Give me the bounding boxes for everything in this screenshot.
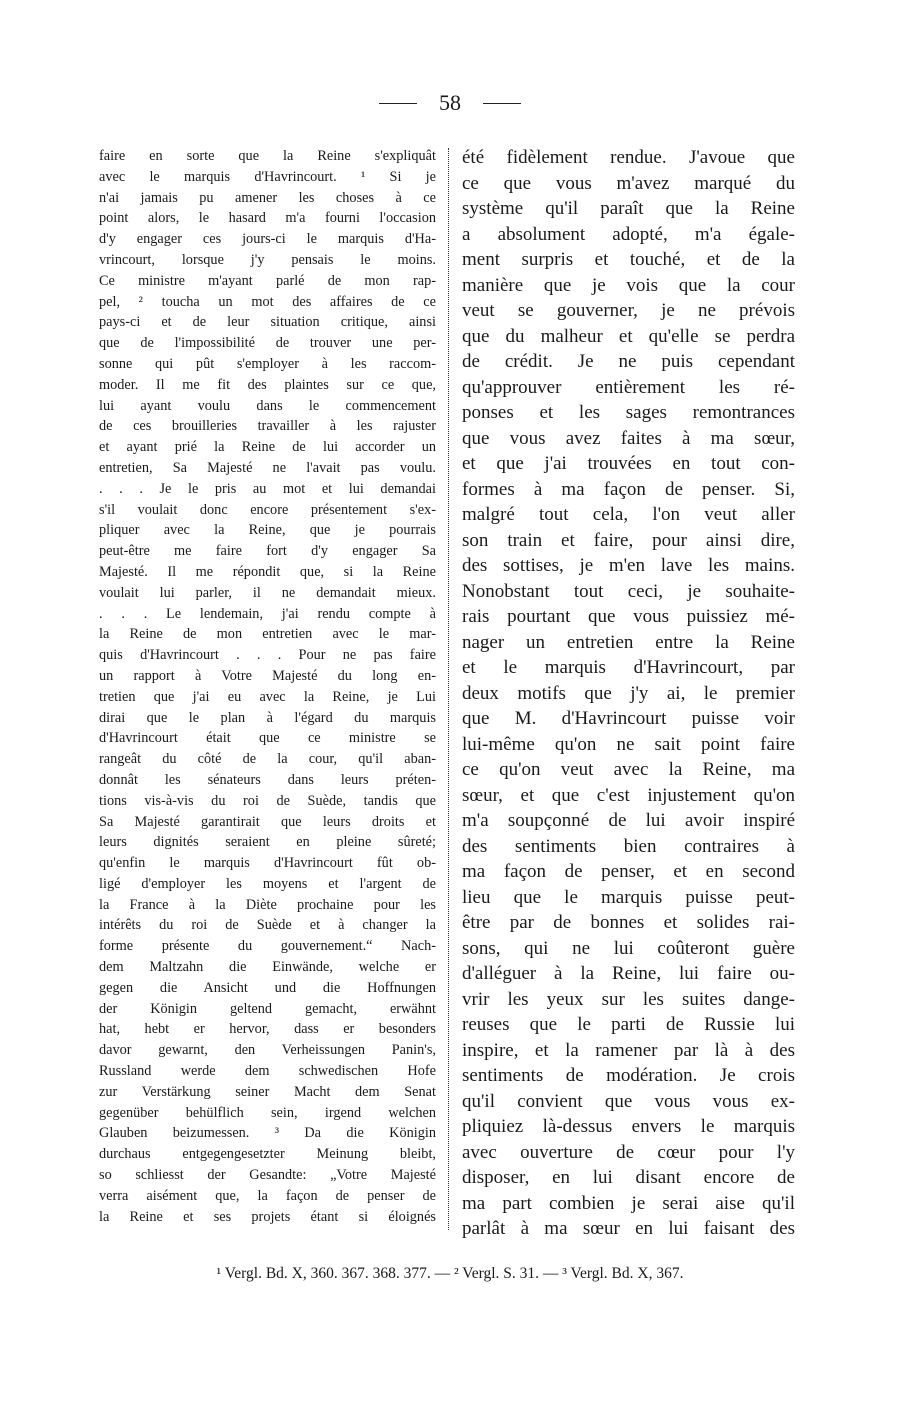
text-line: Majesté. Il me répondit que, si la Reine [99,563,436,580]
text-line: point alors, le hasard m'a fourni l'occasion [99,210,436,227]
text-line: reuses que le parti de Russie lui [462,1014,795,1035]
left-column [99,146,436,1227]
text-line: s'il voulait donc encore présentement s'ex- [99,501,436,518]
text-line: sonne qui pût s'employer à les raccom- [99,355,436,372]
text-line: nager un entretien entre la Reine [462,631,795,653]
text-line: être par de bonnes et solides rai- [462,912,795,933]
page-header [0,92,900,114]
text-line: zur Verstärkung seiner Macht dem Senat [99,1083,436,1100]
text-line: ment surpris et touché, et de la [462,249,795,270]
text-line: . . . Le lendemain, j'ai rendu compte à [99,605,436,622]
text-line: pliquer avec la Reine, que je pourrais [99,522,436,539]
text-line: pays-ci et de leur situation critique, ainsi [99,314,436,331]
text-line: malgré tout cela, l'on veut aller [462,504,795,525]
text-line: qu'approuver entièrement les ré- [462,376,795,398]
text-line: pel, ² toucha un mot des affaires de ce [99,293,436,310]
text-line: d'y engager ces jours-ci le marquis d'Ha- [99,231,436,248]
text-line: Nonobstant tout ceci, je souhaite- [462,580,795,602]
text-line: ce que vous m'avez marqué du [462,172,795,194]
text-line: tretien que j'ai eu avec la Reine, je Lui [99,688,436,705]
text-line: Glauben beizumessen. ³ Da die Königin [99,1125,436,1142]
text-line: . . . Je le pris au mot et lui demandai [99,480,436,497]
text-line: pliquiez là-dessus envers le marquis [462,1116,795,1137]
text-line: donnât les sénateurs dans leurs préten- [99,771,436,788]
text-line: que de l'impossibilité de trouver une per- [99,335,436,352]
text-line: lieu que le marquis puisse peut- [462,886,795,908]
text-line: inspire, et la ramener par là à des [462,1039,795,1061]
text-line: sentiments de modération. Je crois [462,1065,795,1086]
text-line: et le marquis d'Havrincourt, par [462,657,795,678]
text-line: ma part combien je serai aise qu'il [462,1192,795,1214]
text-line: qu'enfin le marquis d'Havrincourt fût ob- [99,855,436,872]
text-line: rais pourtant que vous puissiez mé- [462,606,795,627]
text-line: veut se gouverner, je ne prévois [462,300,795,321]
text-line: dem Maltzahn die Einwände, welche er [99,959,436,976]
footnotes: ¹ Vergl. Bd. X, 360. 367. 368. 377. — ² Vergl. S. 31. — ³ Vergl. Bd. X, 367. [216,1265,684,1282]
text-line: manière que je vois que la cour [462,274,795,296]
text-line: qu'il convient que vous vous ex- [462,1090,795,1112]
text-line: m'a soupçonné de lui avoir inspiré [462,810,795,831]
text-line: voulait lui parler, il ne demandait mieux. [99,584,436,601]
text-line: ligé d'employer les moyens et l'argent de [99,875,436,892]
text-line: la France à la Diète prochaine pour les [99,896,436,913]
header-dash-right [483,103,521,104]
text-line: que M. d'Havrincourt puisse voir [462,708,795,729]
text-line: leurs dignités seraient en pleine sûreté; [99,834,436,851]
text-line: intérêts du roi de Suède et à changer la [99,917,436,934]
text-line: lui-même qu'on ne sait point faire [462,733,795,755]
text-line: parlât à ma sœur en lui faisant des [462,1218,795,1239]
text-line: faire en sorte que la Reine s'expliquât [99,148,436,164]
column-separator [448,148,449,1230]
page-number: 58 [439,90,461,115]
text-line: d'Havrincourt était que ce ministre se [99,730,436,747]
text-line: deux motifs que j'y ai, le premier [462,682,795,704]
text-line: d'alléguer à la Reine, lui faire ou- [462,963,795,984]
text-line: des sentiments bien contraires à [462,835,795,857]
text-line: sœur, et que c'est injustement qu'on [462,784,795,806]
text-line: verra aisément que, la façon de penser de [99,1187,436,1204]
text-line: tions vis-à-vis du roi de Suède, tandis que [99,792,436,809]
text-line: Sa Majesté garantirait que leurs droits et [99,813,436,830]
text-line: vrir les yeux sur les suites dange- [462,988,795,1010]
text-line: moder. Il me fit des plaintes sur ce que, [99,376,436,393]
text-line: que du malheur et qu'elle se perdra [462,325,795,347]
text-line: hat, hebt er hervor, dass er besonders [99,1021,436,1038]
text-line: et que j'ai trouvées en tout con- [462,453,795,474]
text-line: ce qu'on veut avec la Reine, ma [462,759,795,780]
text-line: n'ai jamais pu amener les choses à ce [99,189,436,206]
text-line: Ce ministre m'ayant parlé de mon rap- [99,272,436,289]
text-line: système qu'il paraît que la Reine [462,198,795,219]
text-line: formes à ma façon de penser. Si, [462,478,795,500]
text-line: ma façon de penser, et en second [462,861,795,882]
header-dash-left [379,103,417,104]
text-line: forme présente du gouvernement.“ Nach- [99,938,436,955]
text-line: Russland werde dem schwedischen Hofe [99,1063,436,1080]
text-line: gegen die Ansicht und die Hoffnungen [99,979,436,996]
text-line: gegenüber behülflich sein, irgend welchen [99,1104,436,1121]
text-line: la Reine et ses projets étant si éloignés [99,1208,436,1225]
text-line: davor gewarnt, den Verheissungen Panin's, [99,1042,436,1059]
text-line: et ayant prié la Reine de lui accorder un [99,439,436,456]
text-line: avec ouverture de cœur pour l'y [462,1141,795,1163]
text-line: un rapport à Votre Majesté du long en- [99,667,436,684]
right-column [462,145,795,1242]
text-line: der Königin geltend gemacht, erwähnt [99,1000,436,1017]
text-line: son train et faire, pour ainsi dire, [462,529,795,551]
text-line: quis d'Havrincourt . . . Pour ne pas faire [99,647,436,664]
text-line: avec le marquis d'Havrincourt. ¹ Si je [99,168,436,185]
text-line: ponses et les sages remontrances [462,402,795,423]
text-line: so schliesst der Gesandte: „Votre Majesté [99,1167,436,1184]
text-line: durchaus entgegengesetzter Meinung bleibt, [99,1146,436,1163]
text-line: entretien, Sa Majesté ne l'avait pas voulu. [99,459,436,476]
text-line: des sottises, je m'en lave les mains. [462,555,795,576]
text-line: été fidèlement rendue. J'avoue que [462,147,795,168]
text-line: rangeât du côté de la cour, qu'il aban- [99,751,436,768]
text-line: peut-être me faire fort d'y engager Sa [99,543,436,560]
text-line: que vous avez faites à ma sœur, [462,427,795,449]
text-line: la Reine de mon entretien avec le mar- [99,626,436,643]
text-line: lui ayant voulu dans le commencement [99,397,436,414]
text-line: de crédit. Je ne puis cependant [462,351,795,372]
text-line: sons, qui ne lui coûteront guère [462,937,795,959]
text-line: disposer, en lui disant encore de [462,1167,795,1188]
text-line: a absolument adopté, m'a égale- [462,223,795,245]
text-line: dirai que le plan à l'égard du marquis [99,709,436,726]
text-line: de ces brouilleries travailler à les rajuster [99,418,436,435]
text-line: vrincourt, lorsque j'y pensais le moins. [99,251,436,268]
